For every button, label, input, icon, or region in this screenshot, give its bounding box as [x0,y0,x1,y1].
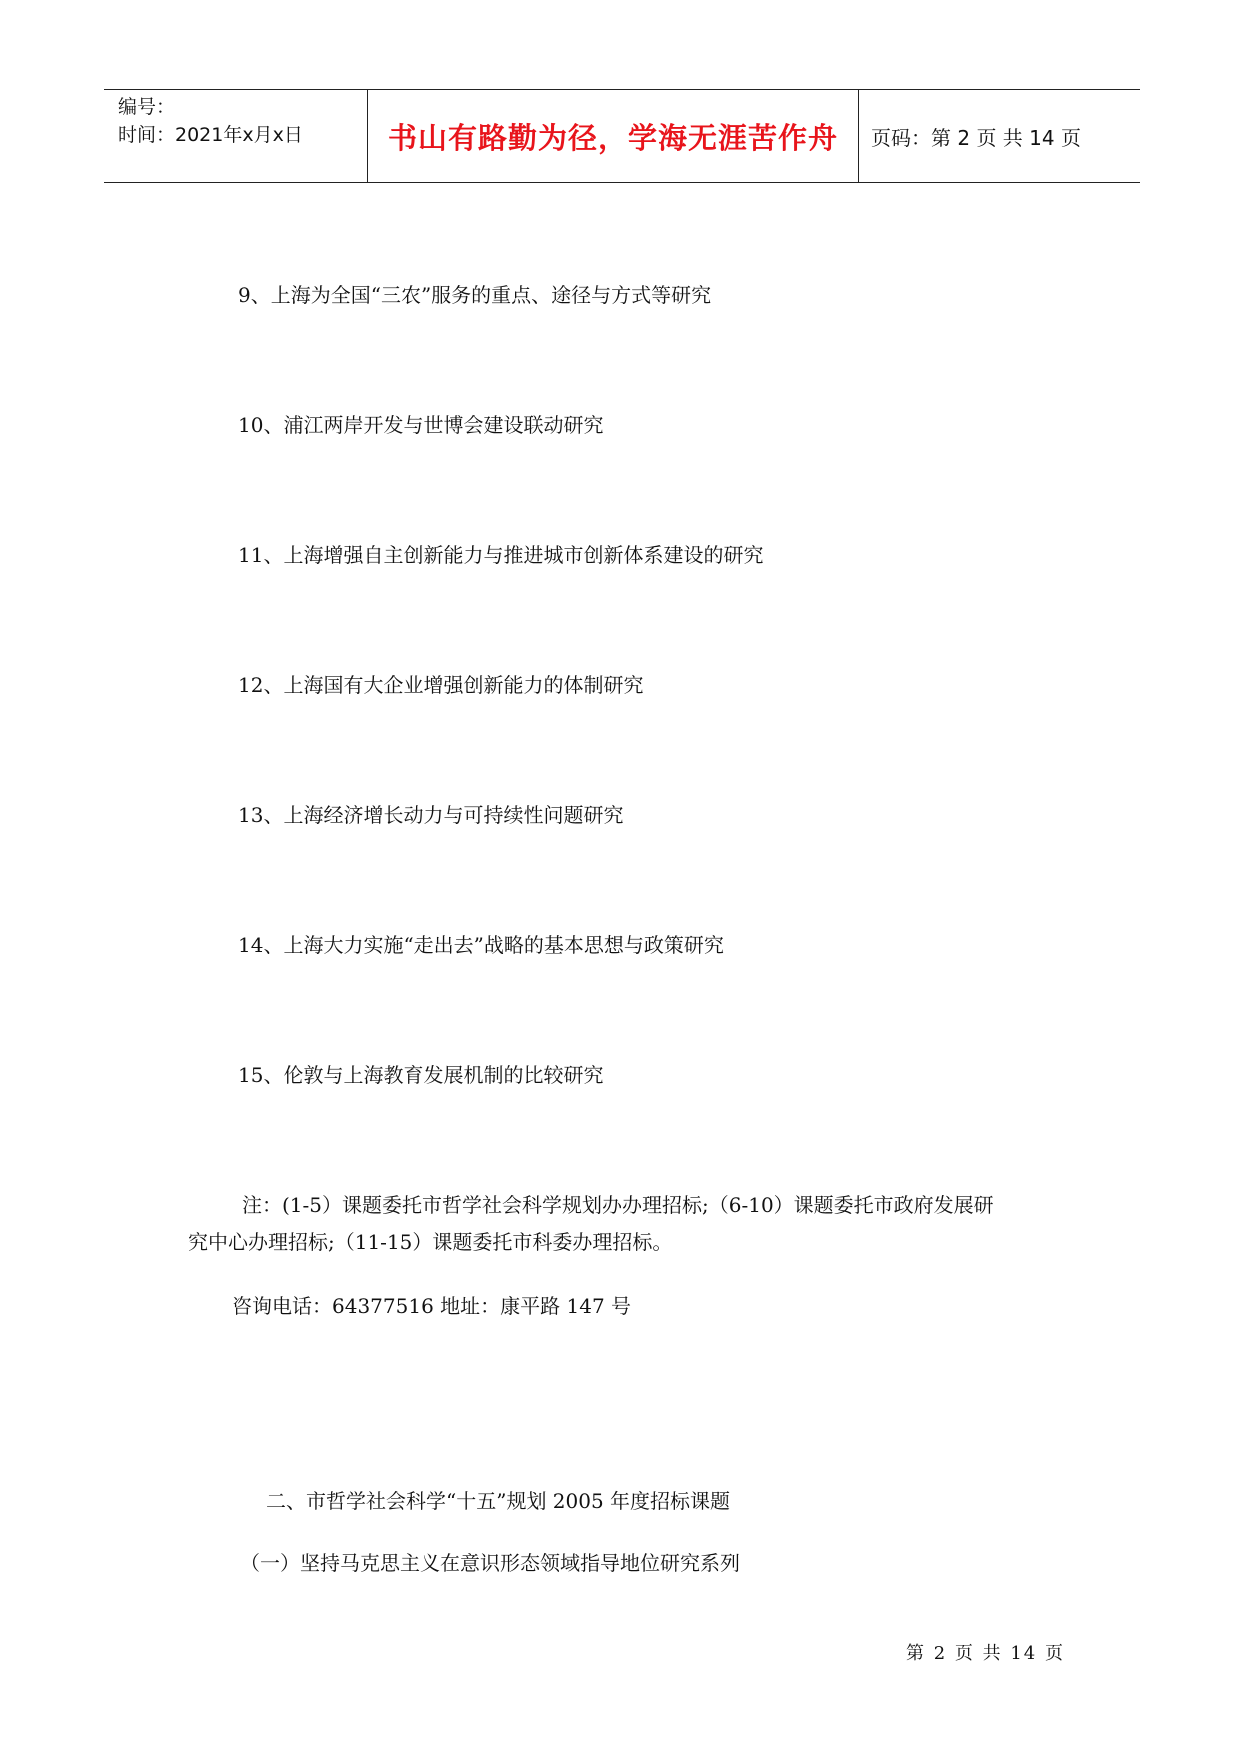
list-item: 12、上海国有大企业增强创新能力的体制研究 [238,673,644,697]
list-item: 14、上海大力实施“走出去”战略的基本思想与政策研究 [238,933,724,957]
list-item: 10、浦江两岸开发与世博会建设联动研究 [238,413,604,437]
serial-label: 编号： [118,96,176,118]
list-item: 15、伦敦与上海教育发展机制的比较研究 [238,1063,604,1087]
list-item: 13、上海经济增长动力与可持续性问题研究 [238,803,624,827]
contact-info: 咨询电话：64377516 地址：康平路 147 号 [232,1294,632,1318]
note-line-2: 究中心办理招标;（11-15）课题委托市科委办理招标。 [188,1230,673,1254]
section-subtitle: （一）坚持马克思主义在意识形态领域指导地位研究系列 [240,1551,740,1575]
header-page-label: 页码：第 2 页 共 14 页 [871,125,1081,150]
header-motto-cell [368,90,859,182]
header-motto: 书山有路勤为径，学海无涯苦作舟 [387,120,838,155]
section-title: 二、市哲学社会科学“十五”规划 2005 年度招标课题 [266,1489,731,1513]
list-item: 11、上海增强自主创新能力与推进城市创新体系建设的研究 [238,543,764,567]
note-line-1: 注：(1-5）课题委托市哲学社会科学规划办办理招标;（6-10）课题委托市政府发展研 [242,1193,994,1217]
header-info-cell [104,90,368,182]
date-label: 时间：2021年x月x日 [118,124,303,146]
list-item: 9、上海为全国“三农”服务的重点、途径与方式等研究 [238,283,712,307]
page-header [104,89,1140,183]
page-footer: 第 2 页 共 14 页 [906,1643,1065,1664]
header-page-cell [859,90,1140,182]
